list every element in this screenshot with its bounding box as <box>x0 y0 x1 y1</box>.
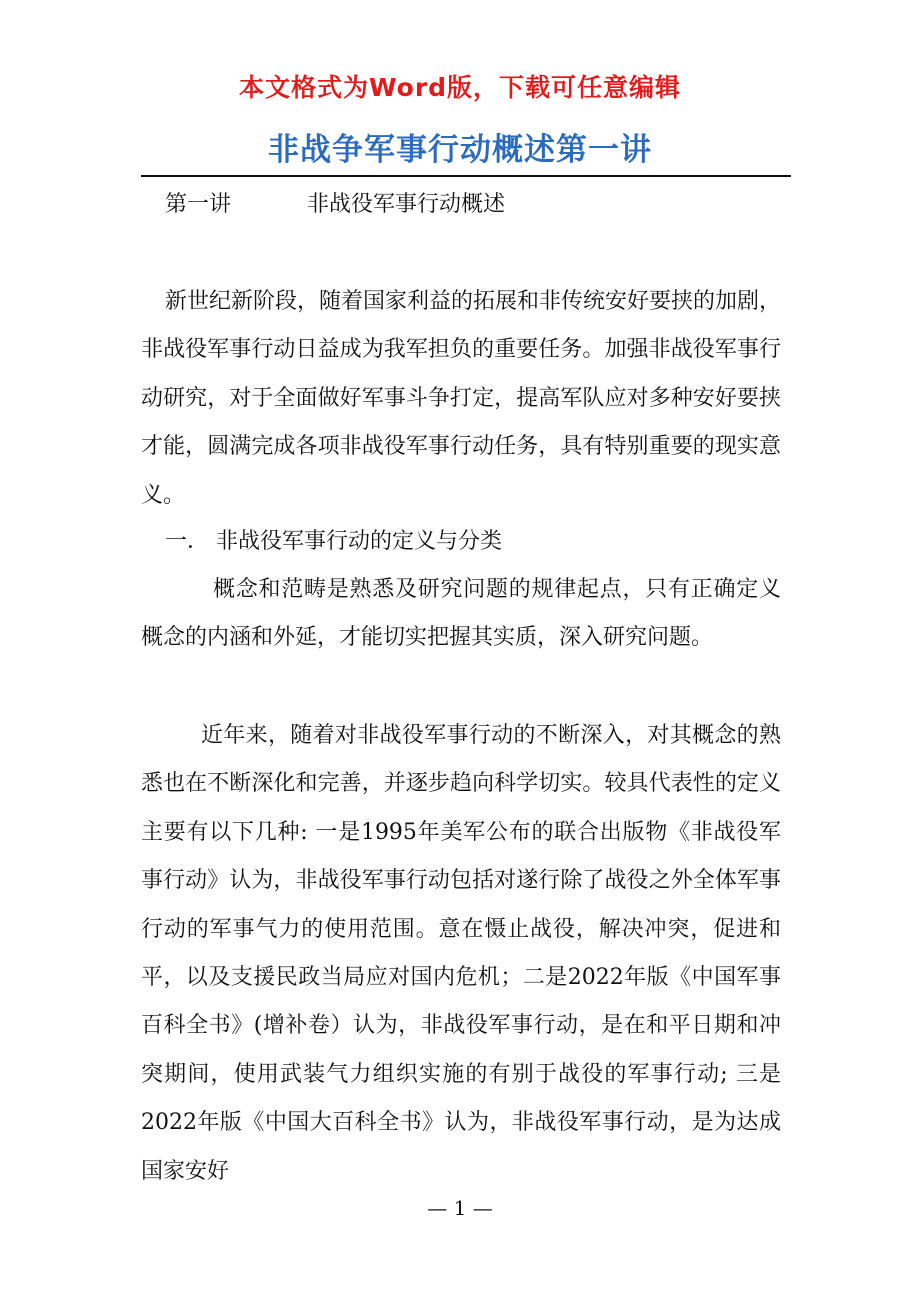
page-title: 非战争军事行动概述第一讲 <box>268 132 652 168</box>
paragraph-concept: 概念和范畴是熟悉及研究问题的规律起点，只有正确定义概念的内涵和外延，才能切实把握其实质，深入研究问题。 <box>141 577 781 651</box>
section-header <box>165 186 505 224</box>
paragraph-intro: 新世纪新阶段，随着国家利益的拓展和非传统安好要挟的加剧，非战役军事行动日益成为我军担负的重要任务。加强非战役军事行动研究，对于全面做好军事斗争打定，提高军队应对多种安好要挟才能，圆满完成各项非战役军事行动任务，具有特别重要的现实意义。 <box>141 289 782 508</box>
section-text: 非战役军事行动概述 <box>307 192 506 217</box>
title-divider <box>141 175 791 177</box>
format-banner: 本文格式为Word版，下载可任意编辑 <box>238 73 682 102</box>
section-label: 第一讲 <box>165 192 232 217</box>
heading-definition: 一． 非战役军事行动的定义与分类 <box>165 529 502 554</box>
paragraph-definitions: 近年来，随着对非战役军事行动的不断深入，对其概念的熟悉也在不断深化和完善，并逐步趋向科学切实。较具代表性的定义主要有以下几种: 一是1995年美军公布的联合出版物《非战役军事行动》认为，非战役军事行动包括对遂行除了战役之外全体军事行动的军事气力的使用范围。意在慑止战役，解决冲突，促进和平，以及支援民政当局应对国内危机；二是2022年版《中国军事百科全书》(增补卷）认为，非战役军事行动，是在和平日期和冲突期间，使用武装气力组织实施的有别于战役的军事行动; 三是2022年版《中国大百科全书》认为，非战役军事行动，是为达成国家安好 <box>141 723 781 1184</box>
page-number: — 1 — <box>427 1196 493 1220</box>
